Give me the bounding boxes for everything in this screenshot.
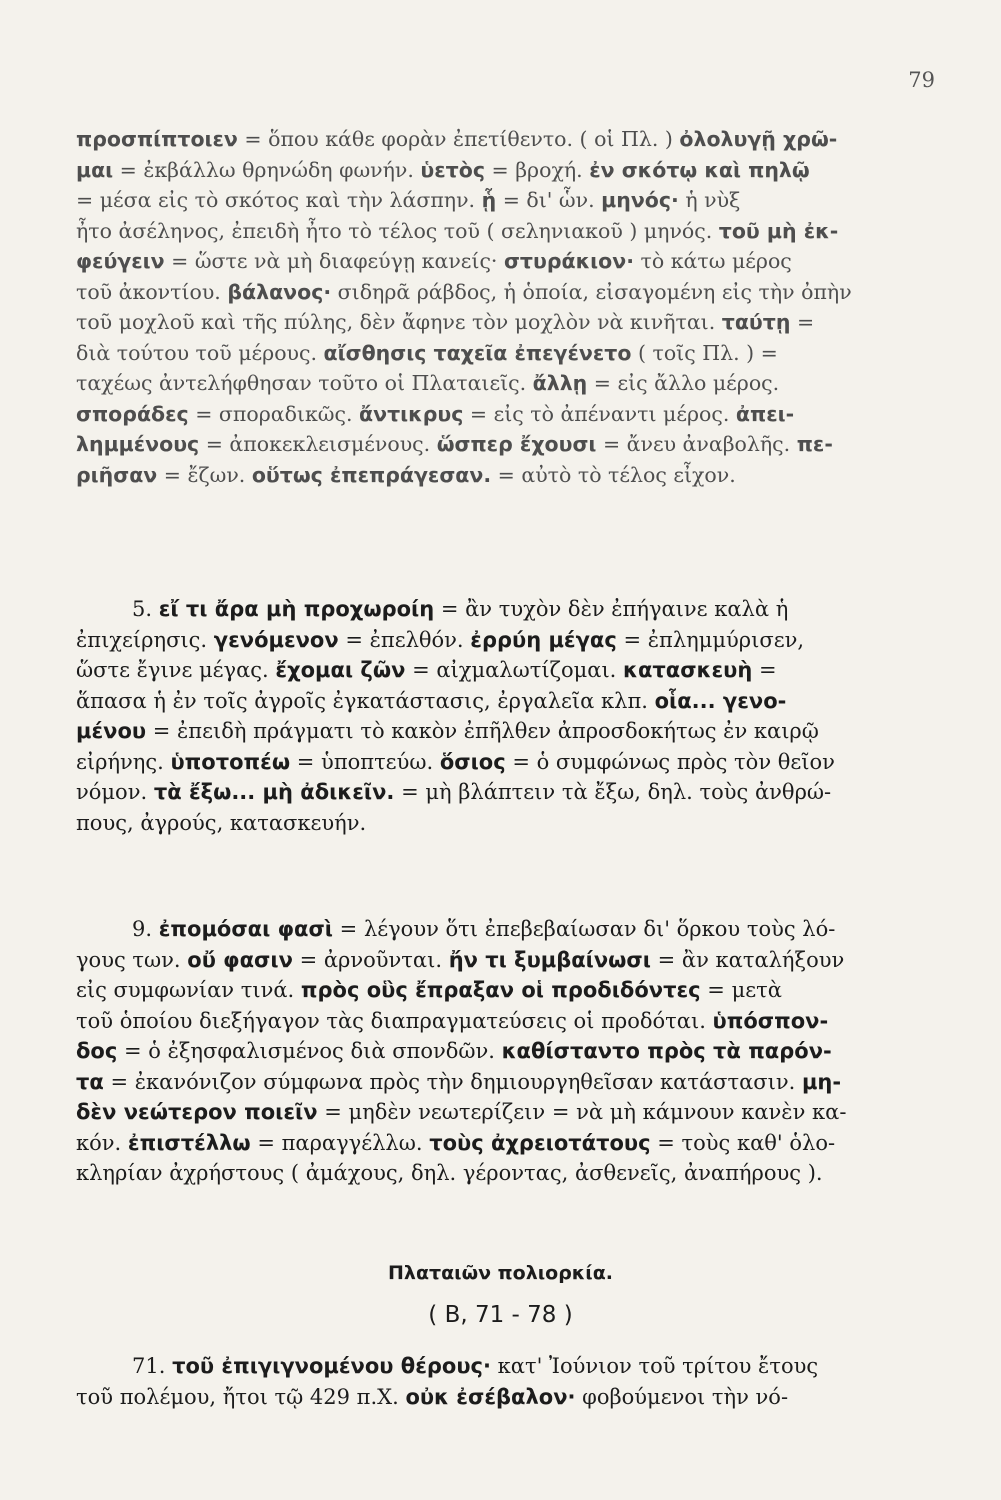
gloss-text: τοῦ μοχλοῦ καὶ τῆς πύλης, δὲν ἄφηνε τὸν μοχλὸν νὰ κινῆται. [76,310,722,334]
gloss-text: = μηδὲν νεωτερίζειν = νὰ μὴ κάμνουν κανὲν κα- [317,1100,847,1124]
gloss-text: = ἔζων. [157,462,252,487]
gloss-text: ( τοῖς Πλ. ) = [631,340,778,365]
gloss-text: = μετὰ [700,978,782,1002]
text-line [76,185,934,216]
text-line [76,307,934,338]
text-line [76,1036,934,1067]
gloss-text: ἦτο ἀσέληνος, ἐπειδὴ ἦτο τὸ τέλος τοῦ ( σεληνιακοῦ ) μηνός. [76,218,719,243]
gloss-text: ἐπιχείρησις. [76,627,214,652]
glossary-term: μη- [801,1069,842,1094]
gloss-text: 71. [132,1354,173,1378]
glossary-term: ἄλλῃ [532,371,588,395]
gloss-text: = ἂν τυχὸν δὲν ἐπήγαινε καλὰ ἡ [434,597,789,621]
text-line [76,914,934,945]
gloss-text: = ὅπου κάθε φορὰν ἐπετίθεντο. ( οἱ Πλ. ) [237,127,680,151]
glossary-term: ἐπιστέλλω [127,1130,251,1155]
gloss-text: ἅπασα ἡ ἐν τοῖς ἀγροῖς ἐγκατάστασις, ἐργαλεῖα κλπ. [76,688,655,713]
gloss-text: = ὁ συμφώνως πρὸς τὸν θεῖον [505,749,835,774]
gloss-text: = ἂν καταλήξουν [650,947,845,972]
gloss-text: = ἐκβάλλω θρηνώδη φωνήν. [113,157,421,182]
text-line [76,277,934,308]
glossary-term: βάλανος· [227,279,332,304]
gloss-text: τοῦ ἀκοντίου. [76,279,228,304]
glossary-term: ἐπομόσαι φασὶ [158,917,333,941]
text-line [76,155,934,186]
gloss-text: = [790,310,815,334]
gloss-text: = ὁ ἐξησφαλισμένος διὰ σπονδῶν. [117,1039,502,1063]
gloss-text: = ὥστε νὰ μὴ διαφεύγῃ κανείς· [164,249,504,273]
gloss-text: φοβούμενοι τὴν νό- [575,1384,789,1409]
gloss-text: κόν. [76,1130,128,1155]
gloss-text: = ἀρνοῦνται. [292,947,449,972]
gloss-text: = ἀποκεκλεισμένους. [199,432,437,456]
glossary-term: τα [76,1069,104,1094]
gloss-text: = ἄνευ ἀναβολῆς. [596,432,797,456]
gloss-text: = παραγγέλλω. [250,1130,430,1155]
gloss-text: κατ' Ἰούνιον τοῦ τρίτου ἔτους [490,1354,819,1378]
text-line [76,625,934,656]
glossary-term: οἷα... γενο- [654,688,787,713]
gloss-text: εἰρήνης. [76,749,171,774]
text-line [76,460,934,491]
text-line [76,655,934,686]
text-line [76,246,934,277]
text-line [76,1128,934,1159]
text-line [76,1006,934,1037]
glossary-term: ἔχομαι ζῶν [275,658,406,682]
glossary-term: φεύγειν [76,249,165,273]
glossary-term: μαι [76,157,114,182]
glossary-term: ἀπει- [735,401,795,426]
text-line [76,1158,934,1189]
text-line [76,124,934,155]
gloss-text: = ἐπλημμύρισεν, [616,627,805,652]
glossary-term: τοὺς ἀχρειοτάτους [429,1130,651,1155]
gloss-text: = ἐκανόνιζον σύμφωνα πρὸς τὴν δημιουργηθεῖσαν κατάστασιν. [103,1069,802,1094]
gloss-text: διὰ τούτου τοῦ μέρους. [76,340,324,365]
text-line [76,777,934,808]
paragraph-section-9 [76,914,934,1189]
glossary-term: οὔ φασιν [187,947,293,972]
text-line [76,686,934,717]
text-line [76,716,934,747]
glossary-term: μηνός· [601,188,679,212]
glossary-term: κατασκευὴ [623,658,753,682]
gloss-text: = αὐτὸ τὸ τέλος εἶχον. [491,462,736,487]
page-number: 79 [908,68,935,92]
glossary-term: ἤν τι ξυμβαίνωσι [448,947,651,972]
gloss-text: ὥστε ἔγινε μέγας. [76,658,276,682]
glossary-term: ὅσιος [439,749,506,774]
gloss-text: εἰς συμφωνίαν τινά. [76,978,301,1002]
glossary-term: εἴ τι ἄρα μὴ προχωροίη [158,597,435,621]
glossary-term: μένου [76,719,147,743]
gloss-text: πους, ἀγρούς, κατασκευήν. [76,810,367,835]
text-line [76,594,934,625]
text-line [76,1097,934,1128]
glossary-term: δὲν νεώτερον ποιεῖν [76,1100,318,1124]
gloss-text: 9. [132,917,159,941]
text-line [76,747,934,778]
paragraph-section-71 [76,1351,934,1412]
glossary-term: καθίσταντο πρὸς τὰ παρόν- [501,1039,832,1063]
gloss-text: = ὑποπτεύω. [290,749,440,774]
glossary-term: λημμένους [76,432,200,456]
text-line [76,368,934,399]
glossary-term: ᾗ [481,188,497,212]
text-line [76,338,934,369]
glossary-term: πε- [796,432,833,456]
glossary-term: τοῦ μὴ ἐκ- [718,218,839,243]
glossary-term: γενόμενον [213,627,339,652]
gloss-text: = ἐπειδὴ πράγματι τὸ κακὸν ἐπῆλθεν ἀπροσδοκήτως ἐν καιρῷ [146,719,819,743]
glossary-term: ταύτῃ [721,310,791,334]
gloss-text: = σποραδικῶς. [188,401,360,426]
glossary-term: προσπίπτοιεν [76,127,238,151]
text-line [76,429,934,460]
gloss-text: = ἐπελθόν. [338,627,471,652]
glossary-term: ὑετὸς [420,157,485,182]
paragraph-section-5 [76,594,934,838]
text-line [76,1351,934,1382]
gloss-text: ἡ νὺξ [678,188,741,212]
gloss-text: τοῦ πολέμου, ἤτοι τῷ 429 π.Χ. [76,1384,406,1409]
section-reference: ( B, 71 - 78 ) [428,1302,573,1328]
gloss-text: ταχέως ἀντελήφθησαν τοῦτο οἱ Πλαταιεῖς. [76,371,533,395]
gloss-text: σιδηρᾶ ράβδος, ἡ ὁποία, εἰσαγομένη εἰς τὴν ὀπὴν [331,279,852,304]
section-heading: Πλαταιῶν πολιορκία. [388,1262,613,1284]
glossary-term: ὥσπερ ἔχουσι [436,432,597,456]
glossary-term: σποράδες [76,401,189,426]
glossary-term: δος [76,1039,118,1063]
gloss-text: 5. [132,597,159,621]
glossary-term: τοῦ ἐπιγιγνομένου θέρους· [172,1354,491,1378]
glossary-term: στυράκιον· [503,249,635,273]
glossary-term: αἴσθησις ταχεῖα ἐπεγένετο [323,340,632,365]
glossary-term: ὀλολυγῇ χρῶ- [679,127,838,151]
text-line [76,1382,934,1413]
gloss-text: = δι' ὧν. [496,188,602,212]
gloss-text: = [752,658,777,682]
glossary-term: πρὸς οὓς ἔπραξαν οἱ προδιδόντες [300,978,701,1002]
gloss-text: = βροχή. [484,157,590,182]
gloss-text: = αἰχμαλωτίζομαι. [405,658,624,682]
paragraph-glossary-1 [76,124,934,490]
gloss-text: = εἰς ἄλλο μέρος. [587,371,780,395]
text-line [76,1067,934,1098]
text-line [76,975,934,1006]
gloss-text: κληρίαν ἀχρήστους ( ἀμάχους, δηλ. γέροντας, ἀσθενεῖς, ἀναπήρους ). [76,1161,823,1185]
glossary-term: ὑποτοπέω [170,749,291,774]
glossary-term: ἐρρύη μέγας [470,627,617,652]
glossary-term: ὑπόσπον- [712,1008,829,1033]
gloss-text: = μέσα εἰς τὸ σκότος καὶ τὴν λάσπην. [76,188,482,212]
glossary-term: ριῆσαν [76,462,158,487]
text-line [76,945,934,976]
glossary-term: ἐν σκότῳ καὶ πηλῷ [589,157,810,182]
gloss-text: τοῦ ὁποίου διεξήγαγον τὰς διαπραγματεύσεις οἱ προδόται. [76,1008,713,1033]
text-line [76,808,934,839]
gloss-text: = μὴ βλάπτειν τὰ ἔξω, δηλ. τοὺς ἀνθρώ- [394,780,832,804]
glossary-term: οὕτως ἐπεπράγεσαν. [251,462,492,487]
gloss-text: = εἰς τὸ ἀπέναντι μέρος. [463,401,736,426]
gloss-text: τὸ κάτω μέρος [634,249,792,273]
gloss-text: γους των. [76,947,188,972]
text-line [76,399,934,430]
gloss-text: = λέγουν ὅτι ἐπεβεβαίωσαν δι' ὅρκου τοὺς λό- [333,917,836,941]
glossary-term: τὰ ἔξω... μὴ ἀδικεῖν. [153,780,395,804]
glossary-term: ἄντικρυς [359,401,464,426]
gloss-text: νόμον. [76,780,154,804]
gloss-text: = τοὺς καθ' ὁλο- [650,1130,836,1155]
glossary-term: οὐκ ἐσέβαλον· [405,1384,576,1409]
text-line [76,216,934,247]
